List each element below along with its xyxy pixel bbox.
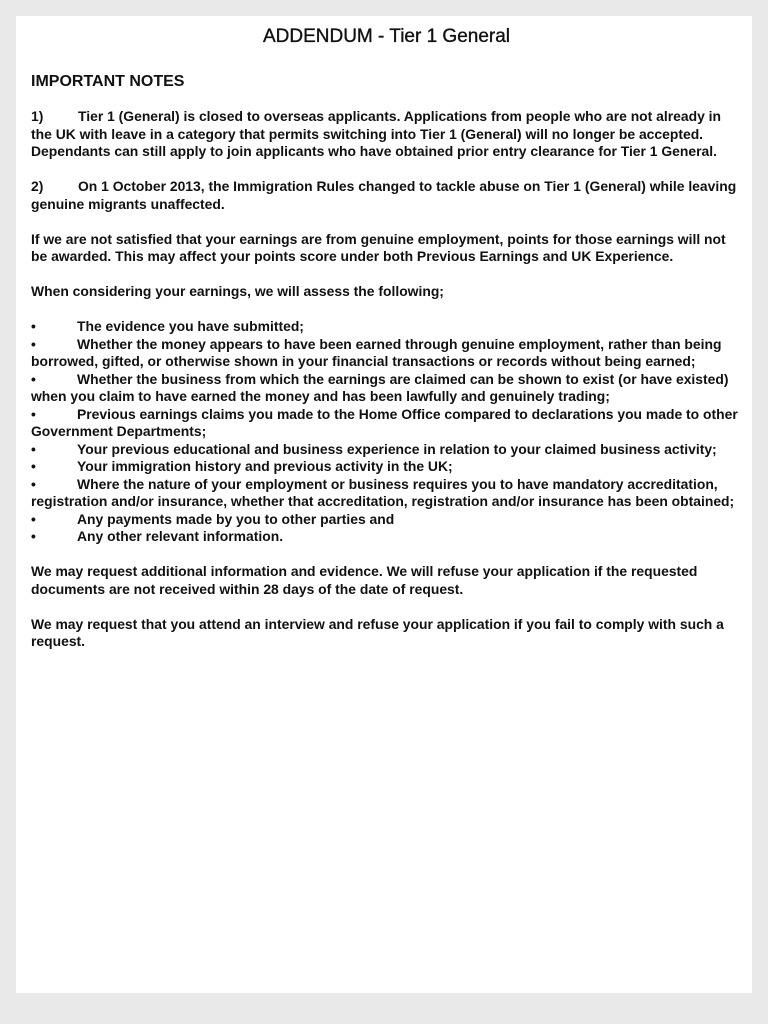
bullet-icon: • (31, 458, 36, 474)
bullet-icon: • (31, 370, 36, 387)
section-heading: IMPORTANT NOTES (31, 73, 185, 90)
interview-paragraph: We may request that you attend an interview and refuse your application if you fail to comply with such a request. (31, 615, 724, 649)
list-item: • Where the nature of your employment or business requires you to have mandatory accreditation, registration and/or insurance, whether that accreditation, registration and/or insurance has been obtained; (31, 475, 735, 509)
list-item: • Whether the business from which the earnings are claimed can be shown to exist (or have existed) when you claim to have earned the money and has been lawfully and genuinely trading; (31, 370, 729, 404)
bullet-icon: • (31, 510, 36, 527)
bullet-icon: • (31, 318, 36, 334)
note-1-text: Tier 1 (General) is closed to overseas applicants. Applications from people who are not already in the UK with leave in a category that permits switching into Tier 1 (General) will no longer be accepted. Dependants can still apply to join applicants who have obtained prior entry clearance for Tier 1 General. (31, 108, 722, 159)
list-item: • Whether the money appears to have been earned through genuine employment, rather than being borrowed, gifted, or otherwise shown in your financial transactions or records without being earned; (31, 335, 722, 369)
note-1 (31, 108, 742, 161)
bullet-icon: • (31, 475, 36, 492)
list-item: • Your immigration history and previous activity in the UK; (31, 458, 453, 474)
list-item: • Your previous educational and business experience in relation to your claimed business activity; (31, 440, 717, 457)
list-item: • Any payments made by you to other parties and (31, 510, 395, 527)
note-1-number: 1) (31, 108, 44, 124)
list-item: • Previous earnings claims you made to the Home Office compared to declarations you made to other Government Departments; (31, 405, 738, 439)
note-2 (31, 178, 742, 213)
bullet-icon: • (31, 405, 36, 422)
note-2-text: On 1 October 2013, the Immigration Rules changed to tackle abuse on Tier 1 (General) while leaving genuine migrants unaffected. (31, 178, 737, 212)
document-title: ADDENDUM - Tier 1 General (262, 26, 511, 47)
bullet-icon: • (31, 335, 36, 352)
list-item: • The evidence you have submitted; (31, 318, 304, 334)
assessment-list (31, 318, 742, 546)
bullet-icon: • (31, 528, 36, 544)
list-item: • Any other relevant information. (31, 528, 284, 544)
document-page (16, 16, 752, 993)
assess-paragraph: When considering your earnings, we will assess the following; (31, 283, 444, 299)
bullet-icon: • (31, 440, 36, 457)
note-2-number: 2) (31, 178, 44, 194)
request-paragraph: We may request additional information and evidence. We will refuse your application if the requested documents are not received within 28 days of the date of request. (31, 563, 698, 597)
earnings-paragraph: If we are not satisfied that your earnings are from genuine employment, points for those earnings will not be awarded. This may affect your points score under both Previous Earnings and UK Experience. (31, 230, 726, 264)
